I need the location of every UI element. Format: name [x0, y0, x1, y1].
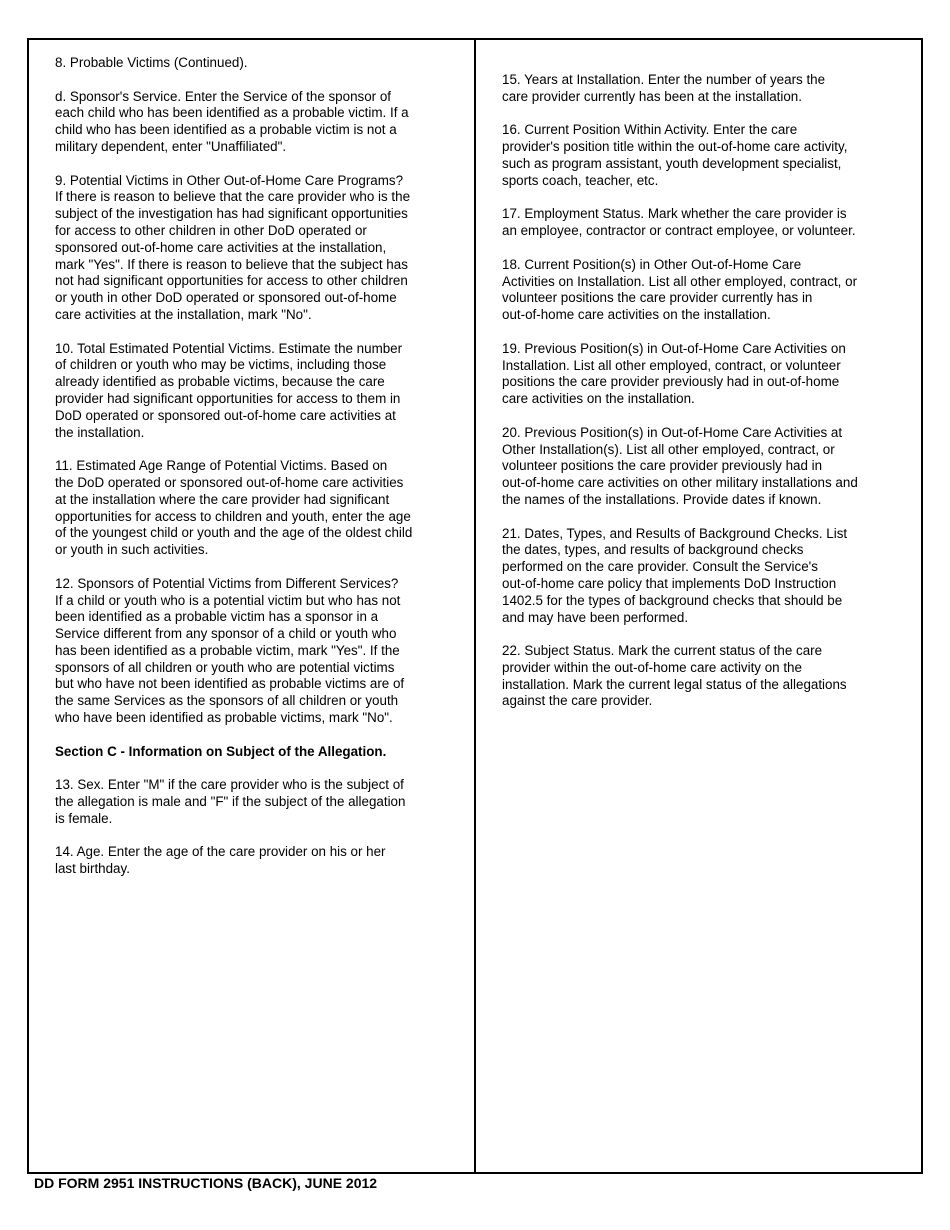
column-divider: [474, 38, 476, 1174]
item-17-employment-status: 17. Employment Status. Mark whether the care provider is an employee, contractor or contract employee, or volunteer.: [502, 206, 856, 239]
item-20-previous-positions-other-installations: 20. Previous Position(s) in Out-of-Home Care Activities at Other Installation(s). List all other employed, contract, or volunteer positions the care provider previously had in out-of-home care activities on other military installations and the names of the installations. Provide dates if known.: [502, 424, 858, 507]
item-12-sponsors-different-services: 12. Sponsors of Potential Victims from Different Services? If a child or youth who is a potential victim but who has not been identified as a probable victim has a sponsor in a Service different from any sponsor of a child or youth who has been identified as a probable victim, mark "Yes". If the sponsors of all children or youth who are potential victims but who have not been identified as probable victims are of the same Services as the sponsors of all children or youth who have been identified as probable victims, mark "No".: [55, 575, 405, 726]
item-9-potential-victims-other-programs: 9. Potential Victims in Other Out-of-Home Care Programs? If there is reason to believe that the care provider who is the subject of the investigation has had significant opportunities for access to other children in other DoD operated or sponsored out-of-home care activities at the installation, mark "Yes". If there is reason to believe that the subject has not had significant opportunities for access to other children or youth in other DoD operated or sponsored out-of-home care activities at the installation, mark "No".: [55, 172, 411, 322]
item-10-total-estimated-potential-victims: 10. Total Estimated Potential Victims. Estimate the number of children or youth who may be victims, including those already identified as probable victims, because the care provider had significant opportunities for access to them in DoD operated or sponsored out-of-home care activities at the installation.: [55, 340, 403, 440]
item-18-current-other-positions: 18. Current Position(s) in Other Out-of-Home Care Activities on Installation. List all other employed, contract, or volunteer positions the care provider currently has in out-of-home care activities on the installation.: [502, 256, 858, 323]
form-footer: DD FORM 2951 INSTRUCTIONS (BACK), JUNE 2012: [34, 1175, 378, 1191]
item-19-previous-positions-installation: 19. Previous Position(s) in Out-of-Home Care Activities on Installation. List all other employed, contract, or volunteer positions the care provider previously had in out-of-home care activities on the installation.: [502, 340, 846, 407]
item-13-sex: 13. Sex. Enter "M" if the care provider who is the subject of the allegation is male and "F" if the subject of the allegation is female.: [55, 777, 406, 826]
item-15-years-at-installation: 15. Years at Installation. Enter the number of years the care provider currently has been at the installation.: [502, 72, 826, 104]
item-11-estimated-age-range: 11. Estimated Age Range of Potential Victims. Based on the DoD operated or sponsored out-of-home care activities at the installation where the care provider had significant opportunities for access to children and youth, enter the age of the youngest child or youth and the age of the oldest child or youth in such activities.: [55, 458, 413, 558]
left-column: [55, 55, 450, 895]
item-8-heading: 8. Probable Victims (Continued).: [55, 55, 248, 70]
item-16-current-position: 16. Current Position Within Activity. Enter the care provider's position title within the out-of-home care activity, such as program assistant, youth development specialist, sports coach, teacher, etc.: [502, 122, 848, 188]
item-22-subject-status: 22. Subject Status. Mark the current status of the care provider within the out-of-home care activity on the installation. Mark the current legal status of the allegations against the care provider.: [502, 643, 847, 709]
item-21-background-checks: 21. Dates, Types, and Results of Background Checks. List the dates, types, and results of background checks performed on the care provider. Consult the Service's out-of-home care policy that implements DoD Instruction 1402.5 for the types of background checks that should be and may have been performed.: [502, 525, 848, 625]
section-c-heading: Section C - Information on Subject of the Allegation.: [55, 743, 387, 759]
item-14-age: 14. Age. Enter the age of the care provider on his or her last birthday.: [55, 844, 386, 877]
item-8d-sponsors-service: d. Sponsor's Service. Enter the Service of the sponsor of each child who has been identified as a probable victim. If a child who has been identified as a probable victim is not a military dependent, enter "Unaffiliated".: [55, 88, 409, 154]
right-column: [502, 72, 897, 727]
